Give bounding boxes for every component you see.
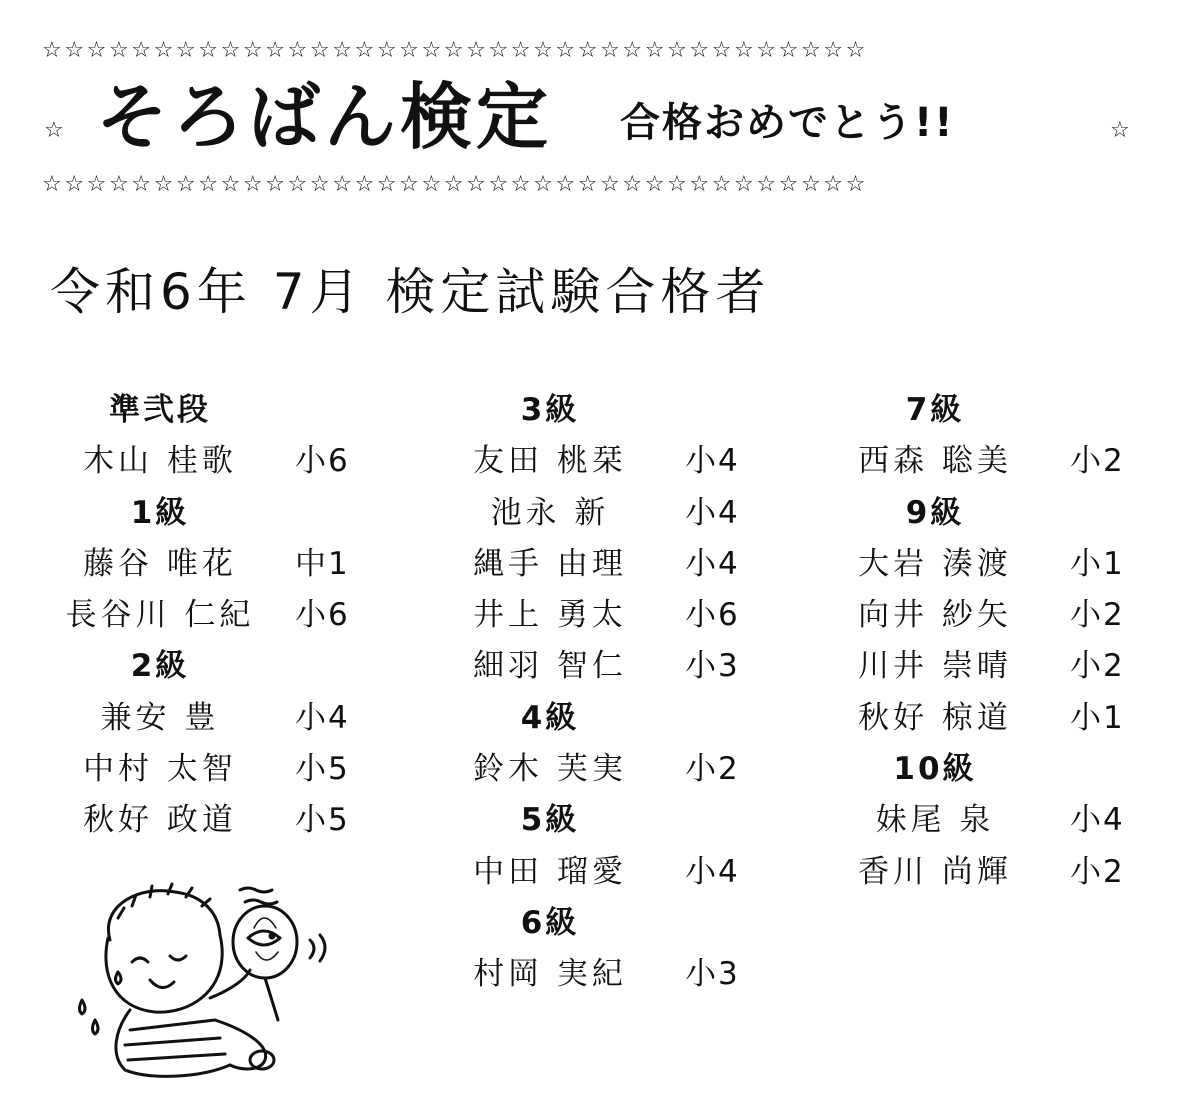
student-name: 川井 崇晴 <box>858 648 1012 685</box>
student-name: 兼安 豊 <box>100 699 220 736</box>
grade-heading: 6級 <box>520 904 580 941</box>
student-name: 大岩 湊渡 <box>858 545 1012 582</box>
child-with-fan-icon <box>70 880 340 1085</box>
school-year: 小5 <box>295 802 350 839</box>
school-year: 小6 <box>295 443 350 480</box>
school-year: 小5 <box>295 751 350 788</box>
grade-heading: 1級 <box>130 494 190 531</box>
star-right-icon: ☆ <box>1110 118 1130 143</box>
school-year: 小2 <box>1070 648 1125 685</box>
star-border-top: ☆☆☆☆☆☆☆☆☆☆☆☆☆☆☆☆☆☆☆☆☆☆☆☆☆☆☆☆☆☆☆☆☆☆☆☆☆ <box>42 38 868 63</box>
grade-heading: 9級 <box>905 494 965 531</box>
result-row <box>40 439 370 490</box>
page-subtitle: 合格おめでとう!! <box>620 100 955 146</box>
grade-heading: 5級 <box>520 802 580 839</box>
result-row <box>815 542 1145 593</box>
school-year: 小4 <box>685 545 740 582</box>
student-name: 中田 瑠愛 <box>473 853 627 890</box>
result-row <box>430 439 760 490</box>
result-row <box>815 696 1145 747</box>
result-row <box>40 696 370 747</box>
results-column-3 <box>815 388 1145 901</box>
student-name: 鈴木 芙実 <box>473 751 627 788</box>
student-name: 秋好 政道 <box>83 802 237 839</box>
school-year: 小3 <box>685 956 740 993</box>
student-name: 木山 桂歌 <box>83 443 237 480</box>
result-row <box>815 798 1145 849</box>
result-row <box>815 850 1145 901</box>
grade-heading: 3級 <box>520 392 580 428</box>
student-name: 村岡 実紀 <box>473 956 627 993</box>
result-row <box>815 439 1145 490</box>
school-year: 小4 <box>685 443 740 480</box>
grade-heading: 10級 <box>893 751 977 788</box>
result-row <box>815 593 1145 644</box>
student-name: 井上 勇太 <box>473 597 627 634</box>
student-name: 西森 聡美 <box>858 443 1012 480</box>
student-name: 長谷川 仁紀 <box>65 597 255 634</box>
grade-heading: 準弐段 <box>109 392 211 428</box>
school-year: 小6 <box>295 597 350 634</box>
school-year: 中1 <box>295 545 350 582</box>
school-year: 小1 <box>1070 545 1125 582</box>
student-name: 細羽 智仁 <box>473 648 627 685</box>
results-column-2 <box>430 388 760 1004</box>
result-row <box>40 542 370 593</box>
school-year: 小2 <box>1070 597 1125 634</box>
result-row <box>430 542 760 593</box>
school-year: 小3 <box>685 648 740 685</box>
school-year: 小2 <box>685 751 740 788</box>
student-name: 池永 新 <box>490 494 610 531</box>
school-year: 小1 <box>1070 699 1125 736</box>
result-row <box>430 747 760 798</box>
school-year: 小2 <box>1070 853 1125 890</box>
result-row <box>40 747 370 798</box>
grade-heading: 4級 <box>520 699 580 736</box>
grade-heading: 2級 <box>130 648 190 685</box>
result-row <box>40 798 370 849</box>
result-row <box>430 952 760 1003</box>
result-row <box>430 850 760 901</box>
page-title: そろばん検定 <box>96 75 553 159</box>
student-name: 向井 紗矢 <box>858 597 1012 634</box>
school-year: 小2 <box>1070 443 1125 480</box>
student-name: 妹尾 泉 <box>875 802 995 839</box>
student-name: 秋好 椋道 <box>858 699 1012 736</box>
grade-heading: 7級 <box>905 392 965 428</box>
star-border-bottom: ☆☆☆☆☆☆☆☆☆☆☆☆☆☆☆☆☆☆☆☆☆☆☆☆☆☆☆☆☆☆☆☆☆☆☆☆☆ <box>42 172 868 197</box>
result-row <box>430 644 760 695</box>
student-name: 藤谷 唯花 <box>83 545 237 582</box>
school-year: 小4 <box>1070 802 1125 839</box>
school-year: 小4 <box>295 699 350 736</box>
result-row <box>40 593 370 644</box>
result-row <box>815 644 1145 695</box>
student-name: 友田 桃栞 <box>473 443 627 480</box>
result-row <box>430 491 760 542</box>
results-column-1 <box>40 388 370 850</box>
student-name: 中村 太智 <box>83 751 237 788</box>
school-year: 小6 <box>685 597 740 634</box>
result-row <box>430 593 760 644</box>
student-name: 香川 尚輝 <box>858 853 1012 890</box>
exam-heading: 令和6年 7月 検定試験合格者 <box>50 263 771 321</box>
star-left-icon: ☆ <box>44 118 64 143</box>
school-year: 小4 <box>685 494 740 531</box>
student-name: 縄手 由理 <box>473 545 627 582</box>
school-year: 小4 <box>685 853 740 890</box>
